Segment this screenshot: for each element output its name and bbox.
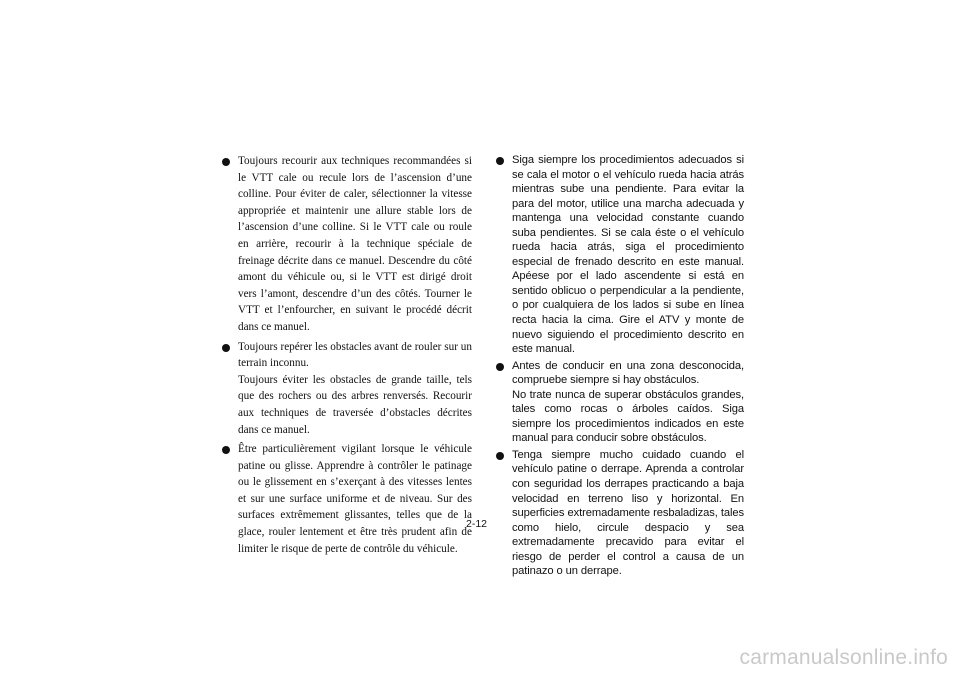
list-item [496,153,744,357]
list-item-text: Être particulièrement vigilant lorsque le véhicule patine ou glisse. Apprendre à contrôler le patinage ou le glissement en s’exerçant à des vitesses lentes et sur une surface uniforme et de niveau. Sur des surfaces extrêmement glissantes, telles que de la glace, rouler lentement et être très prudent afin de limiter le risque de perte de contrôle du véhicule. [238,443,472,555]
spanish-column [496,153,744,581]
bullet-icon [496,363,504,371]
page-number: 2-12 [466,518,488,530]
list-item [496,359,744,446]
list-item-text: Toujours repérer les obstacles avant de rouler sur un terrain inconnu. Toujours éviter les obstacles de grande taille, tels que des rochers ou des arbres renversés. Recourir aux techniques de traversée d’obstacles décrites dans ce manuel. [238,340,472,436]
list-item [222,441,472,557]
list-item [496,448,744,579]
bullet-icon [496,452,504,460]
bullet-icon [222,446,230,454]
bullet-icon [222,344,230,352]
bullet-icon [496,157,504,165]
list-item-text: Tenga siempre mucho cuidado cuando el vehículo patine o derrape. Aprenda a controlar con seguridad los derrapes practicando a baja velocidad en terreno liso y horizontal. En superficies extremadamente resbaladizas, tales como hielo, circule despacio y sea extremadamente precavido para evitar el riesgo de perder el control a causa de un patinazo o un derrape. [512,448,744,578]
french-column [222,153,472,560]
list-item [222,339,472,439]
list-item-text: Antes de conducir en una zona desconocida, compruebe siempre si hay obstáculos. No trate nunca de superar obstáculos grandes, tales como rocas o árboles caídos. Siga siempre los procedimientos indicados en este manual para conducir sobre obstáculos. [512,359,744,445]
list-item-text: Toujours recourir aux techniques recommandées si le VTT cale ou recule lors de l’ascension d’une colline. Pour éviter de caler, sélectionner la vitesse appropriée et maintenir une allure stable lors de l’ascension d’une colline. Si le VTT cale ou roule en arrière, recourir à la technique spéciale de freinage décrite dans ce manuel. Descendre du côté amont du véhicule ou, si le VTT est dirigé droit vers l’amont, descendre d’un des côtés. Tourner le VTT et l’enfourcher, en suivant le procédé décrit dans ce manuel. [238,155,472,333]
list-item [222,153,472,336]
list-item-text: Siga siempre los procedimientos adecuados si se cala el motor o el vehículo rueda hacia atrás mientras sube una pendiente. Para evitar la para del motor, utilice una marcha adecuada y mantenga una velocidad constante cuando suba pendientes. Si se cala éste o el vehículo rueda hacia atrás, siga el procedimiento especial de frenado descrito en este manual. Apéese por el lado ascendente si está en sentido oblicuo o perpendicular a la pendiente, o por cualquiera de los lados si sube en línea recta hacia la cima. Gire el ATV y monte de nuevo siguiendo el procedimiento descrito en este manual. [512,154,744,356]
watermark: carmanualsonline.info [739,646,948,669]
bullet-icon [222,158,230,166]
